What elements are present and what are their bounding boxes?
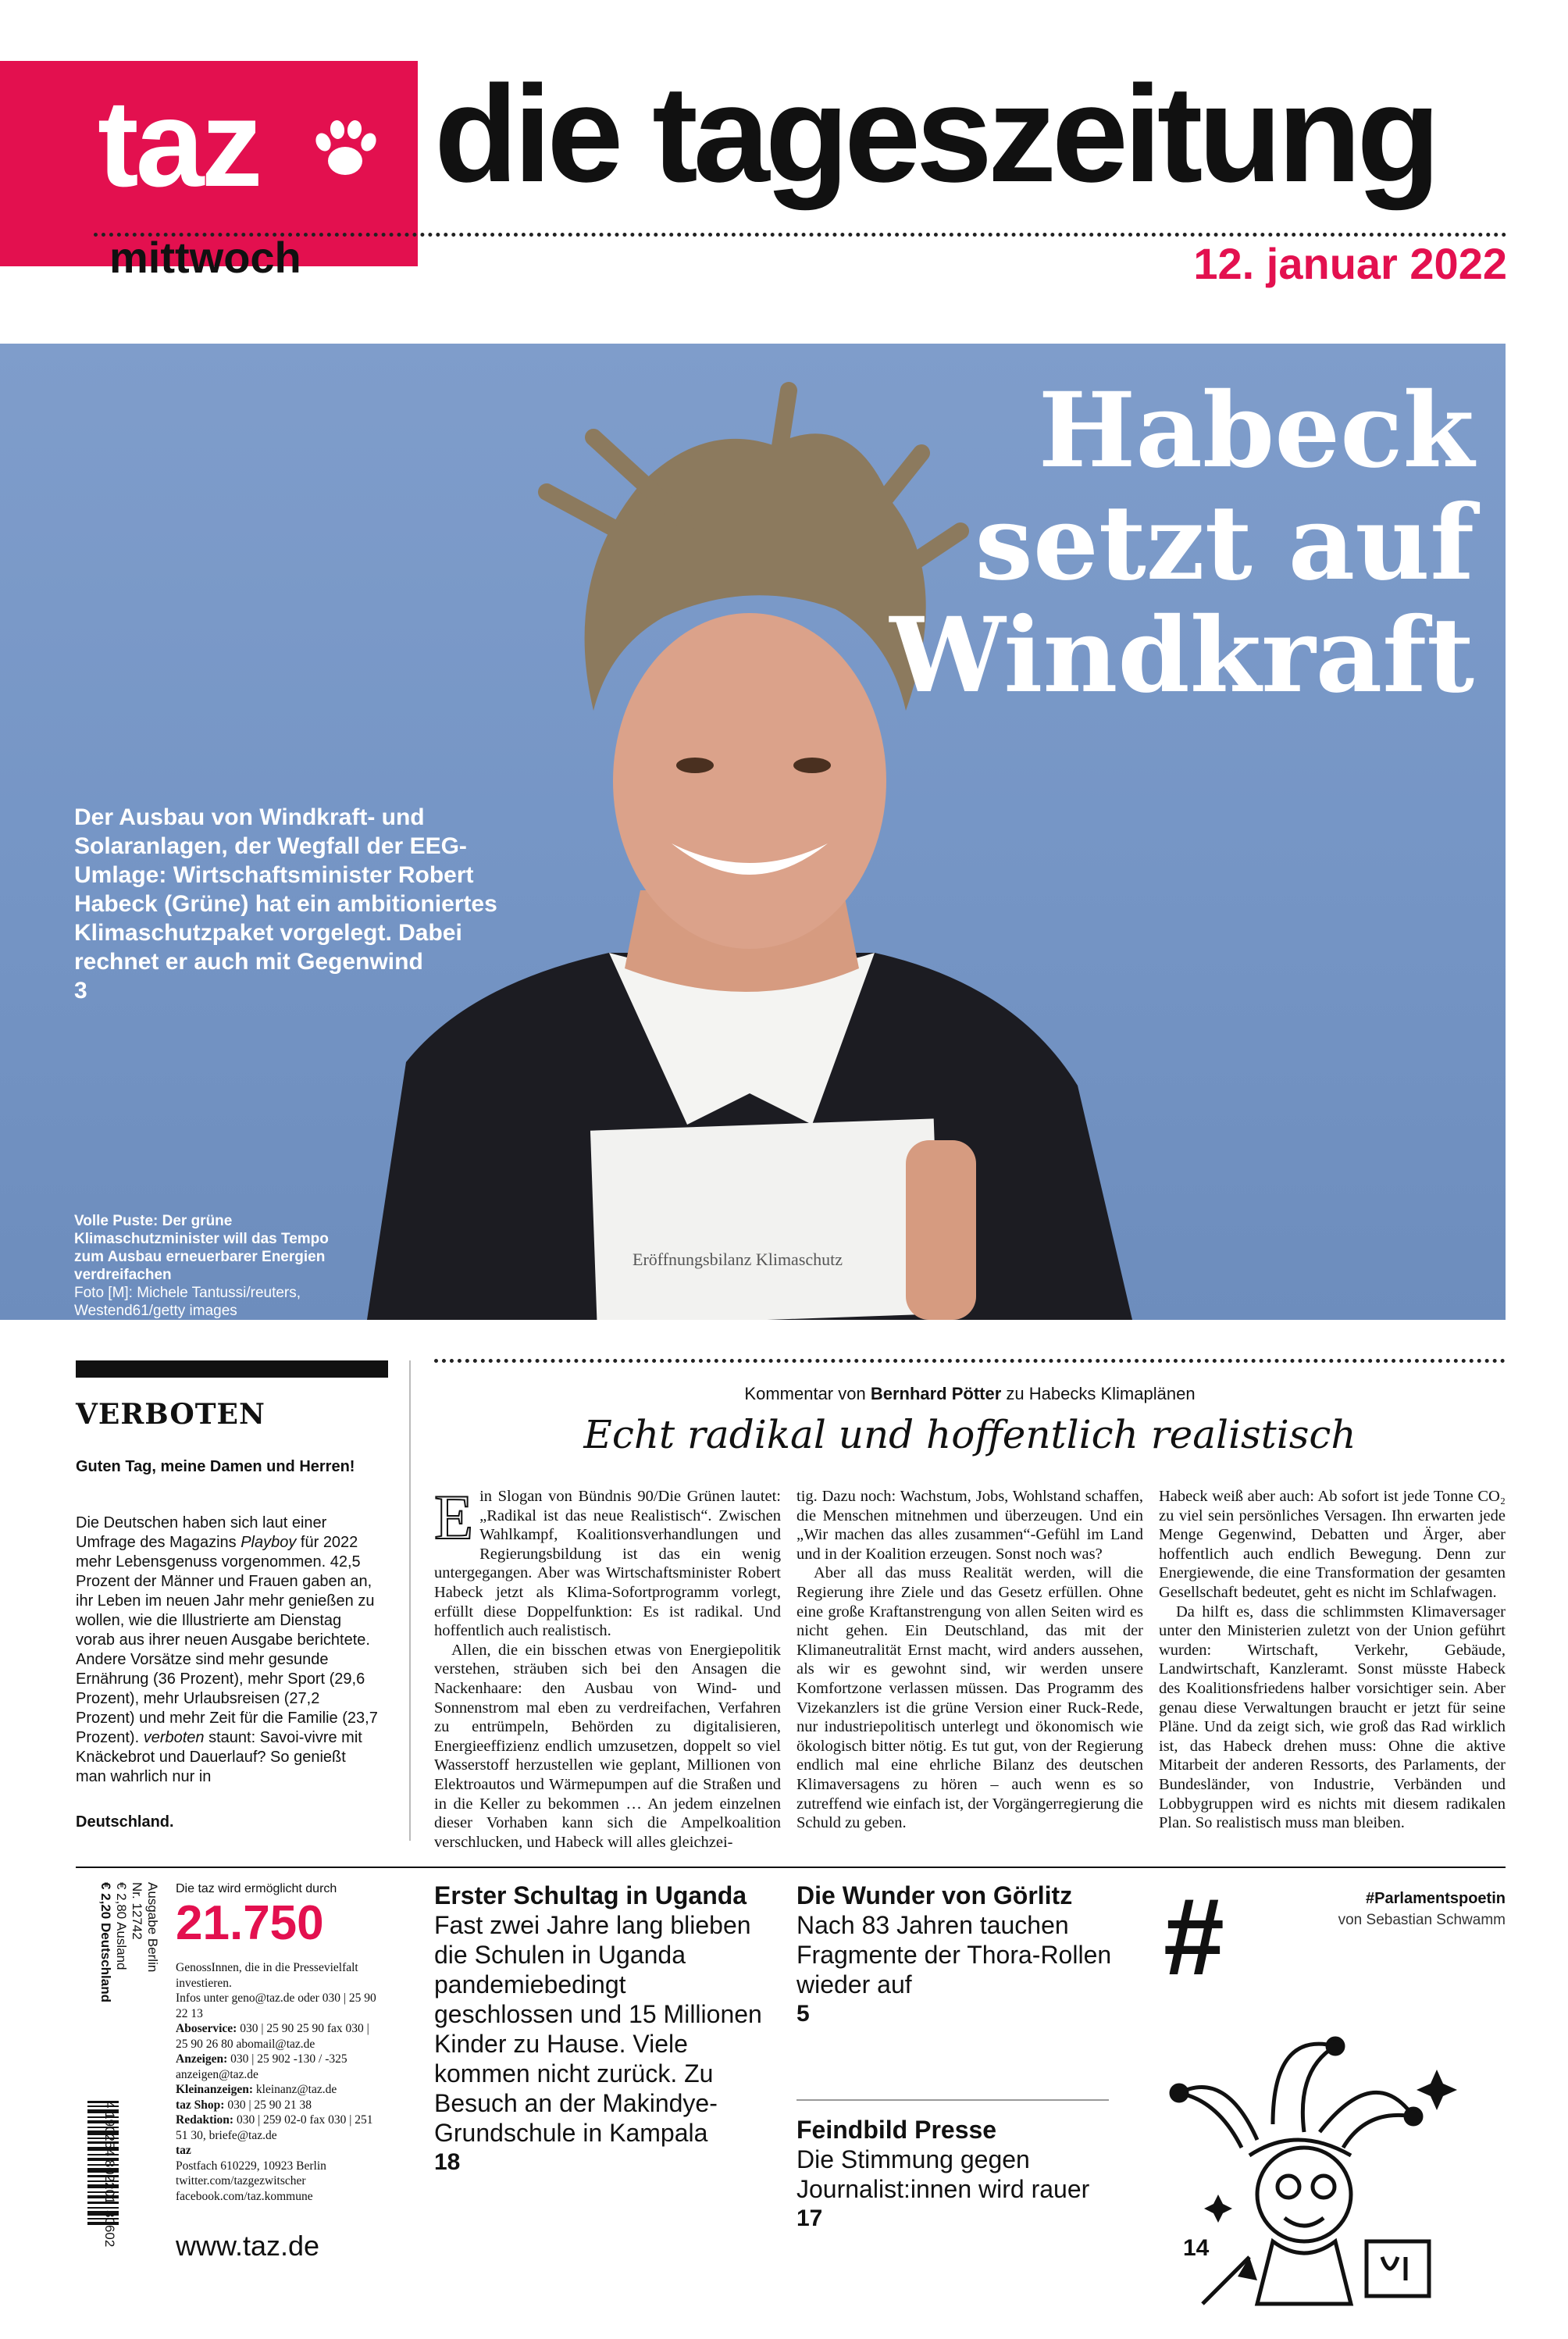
imprint-line: Infos unter geno@taz.de oder 030 | 25 90 22 13 [176, 1991, 376, 2020]
teaser-body: Die Stimmung gegen Journalist:innen wird rauer [796, 2145, 1090, 2203]
column-rule [409, 1360, 411, 1841]
kommentar-intro [434, 1384, 1506, 1404]
verboten-body [76, 1514, 380, 1787]
verboten-bar [76, 1360, 388, 1378]
imprint-key: taz [176, 2144, 191, 2157]
paragraph: Allen, die ein bisschen etwas von Energiepolitik verstehen, sträuben sich bei den Ansagen die Nackenhaare: den Ausbau von Wind- und Sonnenstrom mal eben zu verdreifachen, Verfahren zu entrümpeln, Behörden zu digitalisieren, Energieeffizienz endlich umzusetzen, doppelt so viel Wasserstoff herzustellen wie geplant, Millionen von Elektroautos und Wärmepumpen auf die Straßen und in die Keller zu bekommen … An jedem einzelnen dieser Vorhaben kann sich die Ampelkoalition verschlucken, und Habeck will alles gleichzei- [434, 1641, 781, 1851]
weekday: mittwoch [109, 233, 301, 282]
paragraph: Habeck weiß aber auch: Ab sofort ist jede Tonne CO₂ zu viel sein persönliches Versagen. Ihn erwarten jede Menge Gegenwind, Debatten und Ärger, aber hoffentlich auch endlich Bewegung. Denn zur Energiewende, die eine Transformation der gesamten Gesellschaft bedeutet, geht es nicht im Schlafwagen. [1159, 1488, 1506, 1601]
bottom-rule [76, 1867, 1506, 1868]
headline-line: Habeck [1038, 370, 1474, 491]
headline-line: Windkraft [889, 595, 1474, 716]
paragraph: Da hilft es, dass die schlimmsten Klimaversager unter den Ministerien zuletzt von der Union geführt wurden: Wirtschaft, Verkehr, Gebäude, Landwirtschaft, Kanzleramt. Sonst müsste Habeck des Koalitionsfriedens halber vorsichtiger sein. Aber genau diese Verwaltungen braucht er jetzt für seine Pläne. Und da zeigt sich, wie groß das Rad wirklich ist, das Habeck drehen muss: Ohne die aktive Mitarbeit der anderen Ressorts, des Parlaments, der Bundesländer, von Industrie, Verbänden und Lobbygruppen wird es nichts mit diesem radikalen Plan. So realistisch muss man bleiben. [1159, 1603, 1506, 1832]
paragraph: Aber all das muss Realität werden, will die Regierung ihre Ziele und das Gesetz erfüllen. Ohne eine große Kraftanstrengung von allen Seiten wird es nicht gehen. Ein Deutschland, das mit der Klimaneutralität Ernst macht, wird anders aussehen, als wir es gewohnt sind, wir werden unsere Komfortzone verlassen müssen. Das Programm des Vizekanzlers ist die grüne Version einer Ruck-Rede, nur industriepolitisch unterlegt und ökonomisch wie ökologisch bitter nötig. Es tut gut, von der Regierung endlich mal eine ehrliche Bilanz des deutschen Klimaversagens zu hören – auch wenn es so zutreffend wie einfach ist, der Vorgängerregierung die Schuld zu geben. [796, 1564, 1143, 1832]
website-link[interactable]: www.taz.de [176, 2230, 320, 2262]
verboten-ending: Deutschland. [76, 1813, 174, 1831]
photo-caption [74, 1212, 355, 1320]
jester-illustration [1156, 1999, 1507, 2312]
imprint-line: GenossInnen, die in die Pressevielfalt investieren. [176, 1961, 358, 1990]
imprint-key: Redaktion: [176, 2113, 234, 2127]
edition-info [98, 1882, 160, 2002]
member-count: 21.750 [176, 1896, 324, 1950]
teaser-headline: Feindbild Presse [796, 2116, 997, 2144]
imprint-details [176, 1960, 379, 2204]
headline-line: setzt auf [975, 483, 1474, 604]
parlament-byline: von Sebastian Schwamm [1338, 1912, 1506, 1928]
page-ref: 17 [796, 2205, 823, 2231]
teaser-divider [796, 2099, 1109, 2101]
edition-line: € 2,20 Deutschland [98, 1882, 113, 2003]
caption-text: Volle Puste: Der grüne Klimaschutzminister will das Tempo zum Ausbau erneuerbarer Energien verdreifachen [74, 1213, 329, 1283]
imprint-key: Kleinanzeigen: [176, 2083, 254, 2096]
edition-line: € 2,80 Ausland [114, 1882, 129, 1970]
imprint-enabled-by: Die taz wird ermöglicht durch [176, 1882, 337, 1895]
verboten-text: staunt: Savoi-vivre mit Knäckebrot und Dauerlauf? So genießt man wahrlich nur in [76, 1729, 362, 1785]
parlament-tag: #Parlamentspoetin [1366, 1890, 1506, 1907]
kommentar-headline: Echt radikal und hoffentlich realistisch [583, 1412, 1356, 1457]
verboten-word: verboten [143, 1729, 205, 1746]
imprint-line: kleinanz@taz.de [253, 2083, 337, 2096]
intro-text: Kommentar von [744, 1384, 871, 1403]
newspaper-title: die tageszeitung [434, 58, 1436, 211]
verboten-text: für 2022 mehr Lebensgenuss vorgenommen. 42,5 Prozent der Männer und Frauen gaben an, ihr Leben im neuen Jahr mehr genießen zu wollen, wie die Illustrierte am Dienstag vorab aus ihrer neuen Ausgabe berichtete. Andere Vorsätze sind mehr gesunde Ernährung (36 Prozent), mehr Sport (29,6 Prozent), mehr Urlaubsreisen (27,2 Prozent) und mehr Zeit für die Familie (23,7 Prozent). [76, 1534, 378, 1746]
masthead-dotted-rule [94, 233, 1507, 237]
issue-date: 12. januar 2022 [1193, 239, 1507, 288]
document-title: Eröffnungsbilanz Klimaschutz [633, 1250, 843, 1269]
photo-credit: Foto [M]: Michele Tantussi/reuters, Westend61/getty images [74, 1285, 301, 1319]
hero-dek [74, 803, 511, 1005]
edition-line: Nr. 12742 [130, 1882, 144, 1940]
author-name: Bernhard Pötter [870, 1384, 1002, 1403]
barcode-addon: 30602 [102, 2210, 117, 2248]
kommentar-column-2 [796, 1487, 1143, 1833]
verboten-title: VERBOTEN [76, 1398, 265, 1431]
intro-text: zu Habecks Klimaplänen [1001, 1384, 1196, 1403]
verboten-greeting: Guten Tag, meine Damen und Herren! [76, 1458, 355, 1475]
page-ref: 18 [434, 2149, 461, 2175]
kommentar-column-1 [434, 1481, 781, 1852]
section-dotted-rule [434, 1359, 1506, 1363]
barcode-digits: 4 190254 802201 [102, 2101, 117, 2205]
paw-icon [306, 111, 384, 189]
imprint-key: Anzeigen: [176, 2052, 228, 2066]
imprint-line: 030 | 259 02-0 fax 030 | 251 51 30, briefe@taz.de [176, 2113, 373, 2142]
imprint-line: 030 | 25 90 21 38 [224, 2098, 312, 2112]
imprint-line: 030 | 25 90 25 90 fax 030 | 25 90 26 80 abomail@taz.de [176, 2022, 369, 2051]
paragraph: tig. Dazu noch: Wachstum, Jobs, Wohlstand schaffen, die Menschen mitnehmen und überzeugen. Und ein „Wir machen das alles zusammen“-Gefühl im Land und in der Koalition erzeugen. Sonst noch was? [796, 1488, 1143, 1563]
main-headline [772, 370, 1474, 716]
magazine-name: Playboy [241, 1534, 297, 1551]
verboten-text: Die Deutschen haben sich laut einer Umfrage des Magazins [76, 1514, 327, 1551]
hero-dek-text: Der Ausbau von Windkraft- und Solaranlagen, der Wegfall der EEG-Umlage: Wirtschaftsminister Robert Habeck (Grüne) hat ein ambitioniertes Klimaschutzpaket vorgelegt. Dabei rechnet er auch mit Gegenwind [74, 804, 497, 975]
imprint-line: 030 | 25 902 -130 / -325 anzeigen@taz.de [176, 2052, 347, 2081]
teaser-body: Nach 83 Jahren tauchen Fragmente der Thora-Rollen wieder auf [796, 1911, 1112, 1998]
page-ref: 3 [74, 978, 87, 1004]
hero-photo [0, 344, 1506, 1320]
edition-line: Ausgabe Berlin [145, 1882, 160, 1973]
page-ref: 14 [1183, 2235, 1210, 2261]
dropcap: E [434, 1481, 474, 1553]
taz-logo: taz [98, 75, 260, 212]
teaser-headline: Erster Schultag in Uganda [434, 1881, 747, 1909]
teaser-uganda[interactable] [434, 1881, 762, 2177]
imprint-key: taz Shop: [176, 2098, 225, 2112]
imprint-line: Postfach 610229, 10923 Berlin twitter.com/tazgezwitscher facebook.com/taz.kommune [176, 2159, 326, 2203]
kommentar-column-3 [1159, 1487, 1506, 1833]
teaser-body: Fast zwei Jahre lang blieben die Schulen in Uganda pandemiebedingt geschlossen und 15 Millionen Kinder zu Hause. Viele kommen nicht zurück. Zu Besuch an der Makindye-Grundschule in Kampala [434, 1911, 762, 2147]
page-ref: 5 [796, 2001, 810, 2027]
teaser-goerlitz[interactable] [796, 1881, 1124, 2029]
paragraph: in Slogan von Bündnis 90/Die Grünen lautet: „Radikal ist das neue Realistisch“. Zwischen Wahlkampf, Koalitionsverhandlungen und Regierungsbildung ist das ein wenig untergegangen. Aber was Wirtschaftsminister Robert Habeck jetzt als Klima-Sofortprogramm vorlegt, erfüllt diese Doppelfunktion: Es ist radikal. Und hoffentlich auch realistisch. [434, 1488, 781, 1640]
hashtag-icon: # [1164, 1875, 1224, 1998]
teaser-presse[interactable] [796, 2115, 1124, 2234]
imprint-key: Aboservice: [176, 2022, 237, 2035]
teaser-headline: Die Wunder von Görlitz [796, 1881, 1073, 1909]
